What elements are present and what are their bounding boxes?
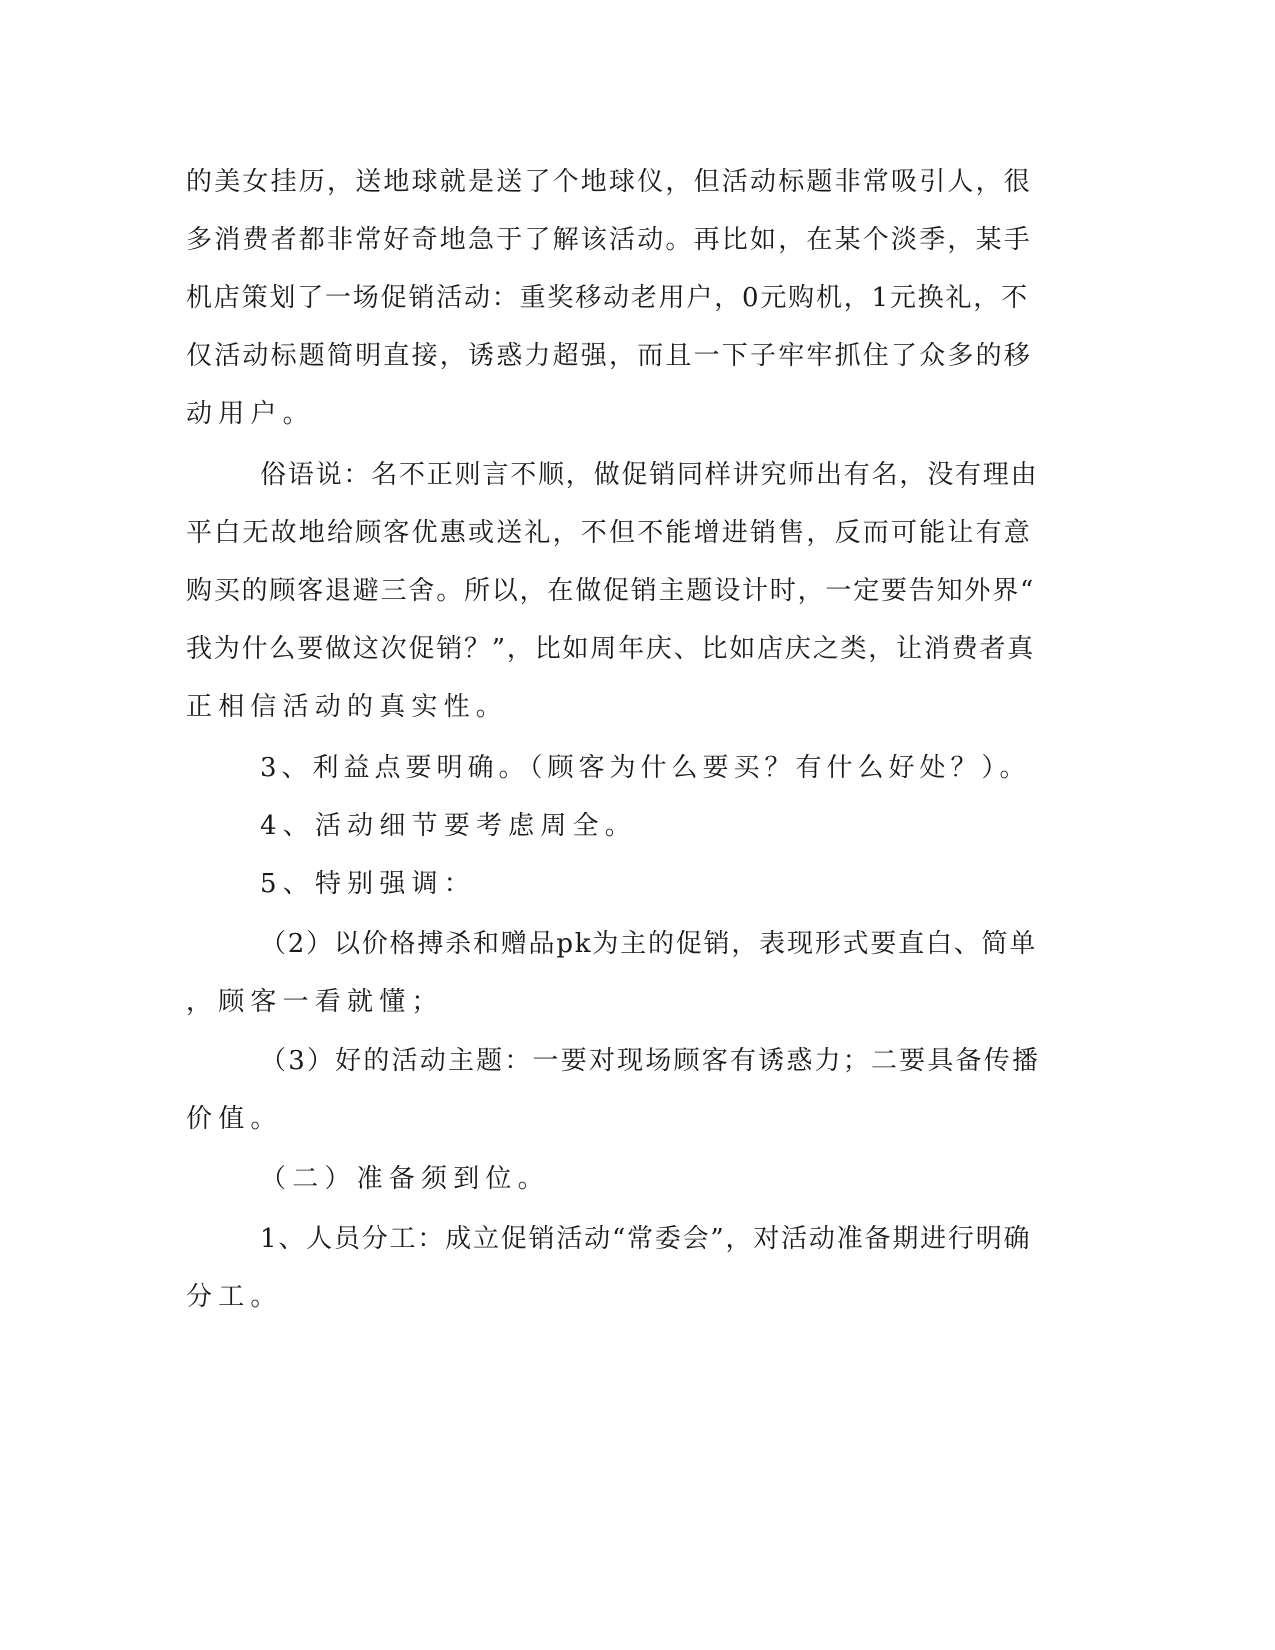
- text-line: 机店策划了一场促销活动：重奖移动老用户，0元购机，1元换礼，不: [186, 283, 1029, 313]
- list-item: 1、人员分工：成立促销活动“常委会”，对活动准备期进行明确: [260, 1224, 1032, 1254]
- text-line: ，顾客一看就懂；: [186, 987, 444, 1017]
- text-line: 的美女挂历，送地球就是送了个地球仪，但活动标题非常吸引人，很: [186, 167, 1033, 197]
- list-item: 3、利益点要明确。（顾客为什么要买？有什么好处？）。: [260, 753, 1031, 783]
- text-line: 我为什么要做这次促销？”，比如周年庆、比如店庆之类，让消费者真: [186, 634, 1036, 664]
- text-line: 仅活动标题简明直接，诱惑力超强，而且一下子牢牢抓住了众多的移: [186, 341, 1033, 371]
- text-line: 动用户。: [186, 399, 315, 429]
- list-item: 4、活动细节要考虑周全。: [260, 811, 637, 841]
- section-heading: （二）准备须到位。: [260, 1164, 550, 1194]
- text-line: 价值。: [186, 1104, 283, 1134]
- text-line: 多消费者都非常好奇地急于了解该活动。再比如，在某个淡季，某手: [186, 225, 1033, 255]
- sub-list-item: （2）以价格搏杀和赠品pk为主的促销，表现形式要直白、简单: [260, 929, 1038, 959]
- text-line: 分工。: [186, 1282, 283, 1312]
- list-item: 5、特别强调：: [260, 869, 476, 899]
- paragraph-first-line: 俗语说：名不正则言不顺，做促销同样讲究师出有名，没有理由: [260, 460, 1039, 490]
- text-line: 正相信活动的真实性。: [186, 692, 509, 722]
- text-line: 购买的顾客退避三舍。所以，在做促销主题设计时，一定要告知外界“: [186, 576, 1036, 606]
- text-line: 平白无故地给顾客优惠或送礼，不但不能增进销售，反而可能让有意: [186, 518, 1033, 548]
- sub-list-item: （3）好的活动主题：一要对现场顾客有诱惑力；二要具备传播: [260, 1046, 1041, 1076]
